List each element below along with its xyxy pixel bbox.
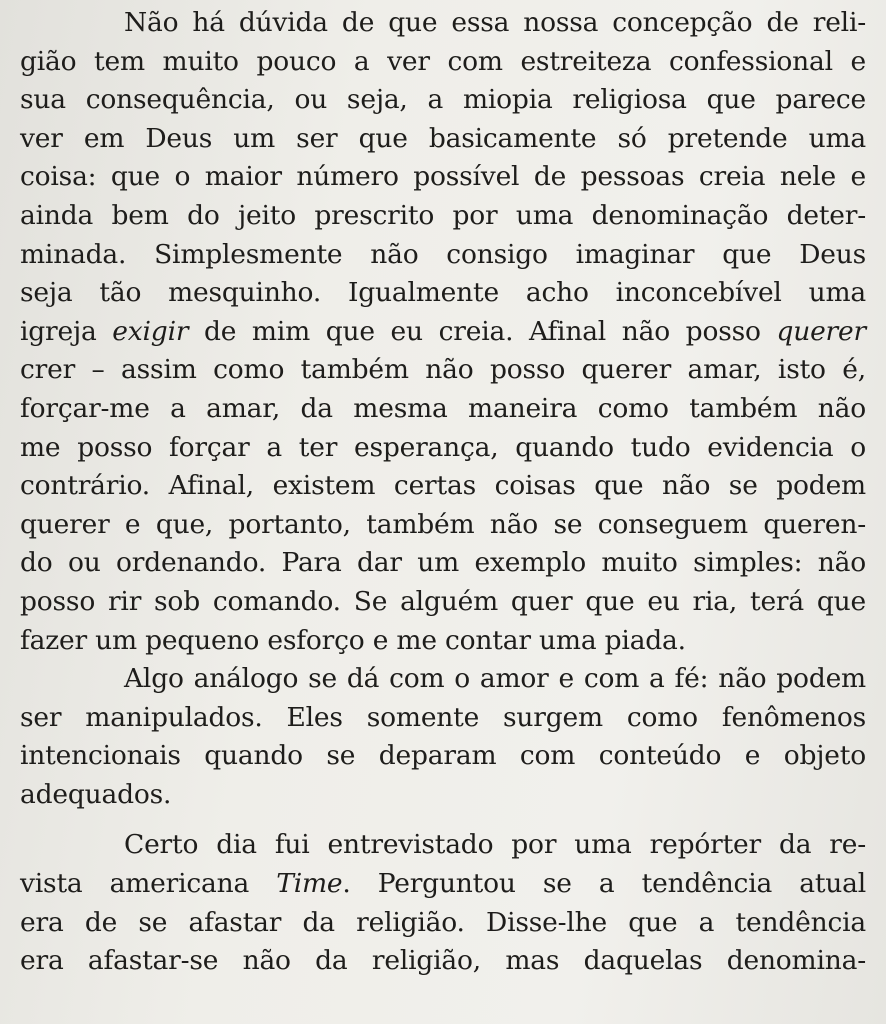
body-text <box>20 4 866 981</box>
text-line: intencionais quando se deparam com conteúdo e objeto <box>20 740 866 772</box>
italic-word: exigir <box>112 315 189 347</box>
text-line: era de se afastar da religião. Disse-lhe que a tendência <box>20 906 866 938</box>
text-line: minada. Simplesmente não consigo imaginar que Deus <box>20 238 866 270</box>
text-line: ser manipulados. Eles somente surgem como fenômenos <box>20 701 866 733</box>
text-line: contrário. Afinal, existem certas coisas que não se podem <box>20 470 866 502</box>
italic-word: querer <box>776 315 866 347</box>
text-line: fazer um pequeno esforço e me contar uma piada. <box>20 624 686 656</box>
text-line: Não há dúvida de que essa nossa concepção de reli- <box>124 7 866 38</box>
text-line: coisa: que o maior número possível de pessoas creia nele e <box>20 161 866 193</box>
text-line: adequados. <box>20 778 172 810</box>
text-line: sua consequência, ou seja, a miopia religiosa que parece <box>20 84 866 116</box>
text-line: Algo análogo se dá com o amor e com a fé: não podem <box>124 663 866 695</box>
text-line: seja tão mesquinho. Igualmente acho inconcebível uma <box>20 277 866 309</box>
text-line: do ou ordenando. Para dar um exemplo muito simples: não <box>20 547 866 579</box>
text-line: gião tem muito pouco a ver com estreiteza confessional e <box>20 45 866 77</box>
text-line: vista americana Time. Perguntou se a tendência atual <box>20 868 867 900</box>
text-line: me posso forçar a ter esperança, quando tudo evidencia o <box>20 431 866 463</box>
text-line: ainda bem do jeito prescrito por uma denominação deter- <box>20 199 866 231</box>
text-line: posso rir sob comando. Se alguém quer que eu ria, terá que <box>20 585 866 617</box>
text-line: ver em Deus um ser que basicamente só pretende uma <box>20 122 866 154</box>
text-line: querer e que, portanto, também não se conseguem queren- <box>20 508 866 540</box>
text-line: forçar-me a amar, da mesma maneira como também não <box>20 392 866 424</box>
italic-word: Time <box>276 868 343 900</box>
text-line: crer – assim como também não posso querer amar, isto é, <box>20 354 866 386</box>
text-line: igreja exigir de mim que eu creia. Afinal não posso querer <box>20 315 866 347</box>
text-line: era afastar-se não da religião, mas daquelas denomina- <box>20 945 866 977</box>
text-line: Certo dia fui entrevistado por uma repórter da re- <box>124 829 866 861</box>
